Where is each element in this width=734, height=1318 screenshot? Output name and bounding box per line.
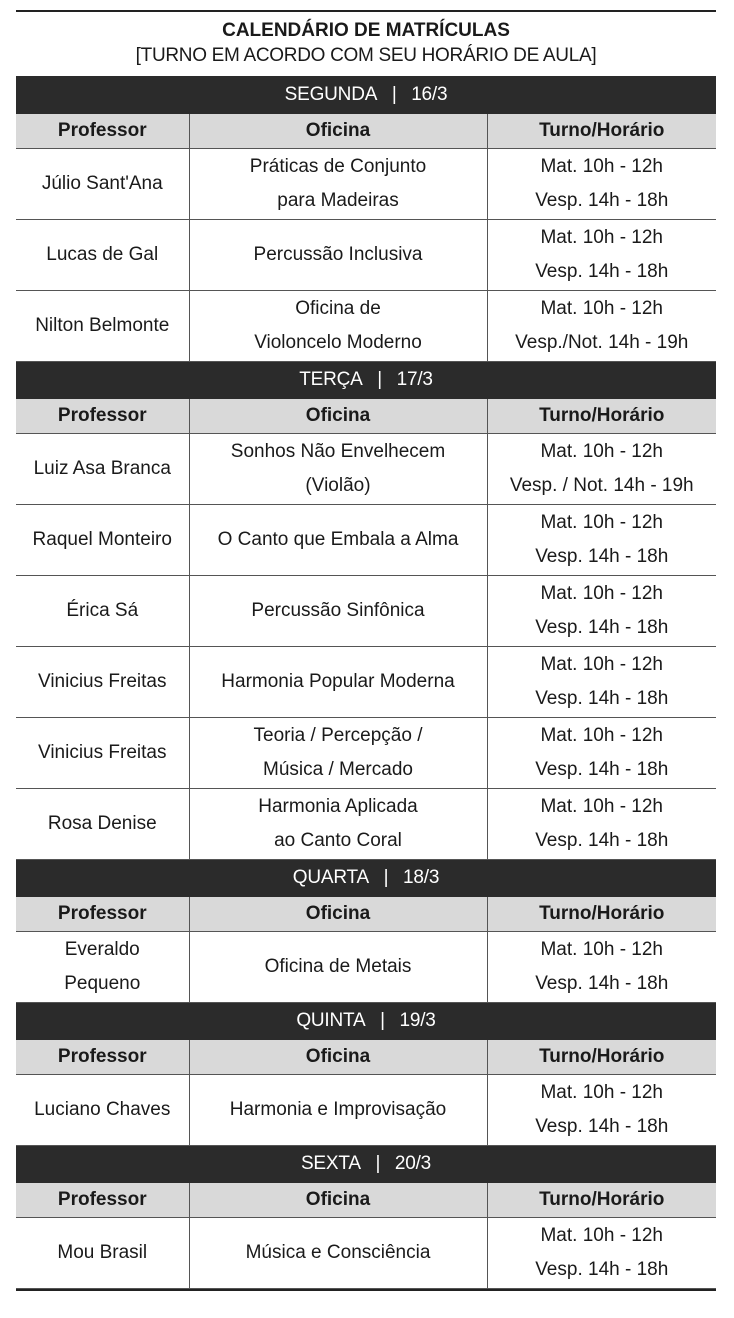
oficina-text: Oficina de Metais (264, 956, 412, 977)
day-header-row (16, 362, 716, 399)
cell-professor (16, 220, 189, 291)
day-header (16, 1146, 716, 1183)
cell-turno (487, 505, 716, 576)
cell-oficina (189, 505, 487, 576)
cell-oficina (189, 789, 487, 860)
cell-turno (487, 576, 716, 647)
column-header-turno: Turno/Horário (487, 399, 716, 434)
day-header-row (16, 1146, 716, 1183)
day-header-row (16, 860, 716, 897)
day-header (16, 860, 716, 897)
oficina-text: Sonhos Não Envelhecem (230, 441, 446, 462)
turno-text: Vesp. 14h - 18h (535, 546, 669, 567)
cell-professor (16, 1075, 189, 1146)
turno-text: Vesp. 14h - 18h (535, 830, 669, 851)
column-header-row (16, 399, 716, 434)
page-subtitle: [TURNO EM ACORDO COM SEU HORÁRIO DE AULA] (135, 45, 597, 66)
oficina-text: Violoncelo Moderno (254, 332, 422, 353)
day-separator: | (375, 1153, 381, 1174)
day-name: QUINTA (296, 1010, 366, 1031)
cell-professor (16, 149, 189, 220)
day-date: 18/3 (403, 867, 440, 888)
oficina-text: Práticas de Conjunto (249, 156, 427, 177)
cell-oficina (189, 1075, 487, 1146)
table-row (16, 505, 716, 576)
column-header-row (16, 1040, 716, 1075)
turno-text: Mat. 10h - 12h (540, 654, 664, 675)
day-header-row (16, 77, 716, 114)
cell-turno (487, 789, 716, 860)
professor-text: Vinicius Freitas (38, 671, 167, 692)
day-separator: | (377, 369, 382, 390)
day-header (16, 77, 716, 114)
table-row (16, 576, 716, 647)
day-name: QUARTA (292, 867, 370, 888)
oficina-text: (Violão) (305, 475, 371, 496)
turno-text: Mat. 10h - 12h (540, 227, 664, 248)
professor-text: Mou Brasil (57, 1242, 148, 1263)
day-date: 19/3 (399, 1010, 436, 1031)
professor-text: Lucas de Gal (46, 244, 159, 265)
column-header-oficina: Oficina (189, 1183, 487, 1218)
table-row (16, 1218, 716, 1289)
column-header-turno: Turno/Horário (487, 1040, 716, 1075)
turno-text: Mat. 10h - 12h (540, 796, 664, 817)
column-header-professor: Professor (16, 399, 189, 434)
day-date: 20/3 (394, 1153, 432, 1174)
cell-turno (487, 291, 716, 362)
day-header (16, 1003, 716, 1040)
cell-professor (16, 789, 189, 860)
column-header-oficina: Oficina (189, 399, 487, 434)
oficina-text: ao Canto Coral (274, 830, 402, 851)
turno-text: Mat. 10h - 12h (540, 939, 664, 960)
column-header-professor: Professor (16, 114, 189, 149)
turno-text: Vesp./Not. 14h - 19h (515, 332, 689, 353)
column-header-row (16, 114, 716, 149)
turno-text: Mat. 10h - 12h (540, 1082, 664, 1103)
cell-professor (16, 718, 189, 789)
professor-text: Luciano Chaves (34, 1099, 171, 1120)
turno-text: Mat. 10h - 12h (540, 583, 664, 604)
day-separator: | (383, 867, 389, 888)
column-header-oficina: Oficina (189, 1040, 487, 1075)
cell-professor (16, 576, 189, 647)
day-separator: | (391, 84, 397, 105)
turno-text: Vesp. / Not. 14h - 19h (509, 475, 694, 496)
cell-turno (487, 932, 716, 1003)
table-row (16, 1075, 716, 1146)
cell-turno (487, 149, 716, 220)
cell-professor (16, 291, 189, 362)
cell-oficina (189, 932, 487, 1003)
professor-text: Érica Sá (66, 600, 139, 621)
table-row (16, 647, 716, 718)
turno-text: Mat. 10h - 12h (540, 512, 664, 533)
professor-text: Vinicius Freitas (38, 742, 167, 763)
oficina-text: O Canto que Embala a Alma (217, 529, 459, 550)
day-name: SEGUNDA (284, 84, 378, 105)
professor-text: Pequeno (64, 973, 141, 994)
table-row (16, 434, 716, 505)
oficina-text: Harmonia Aplicada (258, 796, 418, 817)
cell-oficina (189, 291, 487, 362)
oficina-text: Teoria / Percepção / (253, 725, 423, 746)
column-header-professor: Professor (16, 1183, 189, 1218)
oficina-text: Música e Consciência (245, 1242, 431, 1263)
professor-text: Rosa Denise (47, 813, 157, 834)
turno-text: Mat. 10h - 12h (540, 1225, 664, 1246)
cell-turno (487, 220, 716, 291)
oficina-text: Harmonia e Improvisação (229, 1099, 447, 1120)
oficina-text: Percussão Inclusiva (253, 244, 423, 265)
turno-text: Vesp. 14h - 18h (535, 973, 669, 994)
column-header-oficina: Oficina (189, 114, 487, 149)
cell-turno (487, 1218, 716, 1289)
cell-professor (16, 932, 189, 1003)
turno-text: Vesp. 14h - 18h (535, 688, 669, 709)
turno-text: Vesp. 14h - 18h (535, 1259, 669, 1280)
schedule-table (16, 76, 716, 1289)
cell-turno (487, 434, 716, 505)
table-row (16, 220, 716, 291)
cell-oficina (189, 647, 487, 718)
cell-professor (16, 505, 189, 576)
column-header-row (16, 1183, 716, 1218)
cell-professor (16, 434, 189, 505)
cell-oficina (189, 576, 487, 647)
day-name: TERÇA (299, 369, 363, 390)
column-header-oficina: Oficina (189, 897, 487, 932)
table-row (16, 932, 716, 1003)
turno-text: Vesp. 14h - 18h (535, 261, 669, 282)
cell-turno (487, 718, 716, 789)
turno-text: Mat. 10h - 12h (540, 725, 664, 746)
day-header (16, 362, 716, 399)
professor-text: Luiz Asa Branca (33, 458, 171, 479)
oficina-text: Percussão Sinfônica (251, 600, 425, 621)
table-row (16, 149, 716, 220)
professor-text: Raquel Monteiro (32, 529, 172, 550)
oficina-text: Oficina de (295, 298, 381, 319)
oficina-text: Música / Mercado (263, 759, 413, 780)
turno-text: Vesp. 14h - 18h (535, 617, 669, 638)
cell-turno (487, 647, 716, 718)
bottom-rule (16, 1289, 716, 1291)
day-header-row (16, 1003, 716, 1040)
column-header-turno: Turno/Horário (487, 1183, 716, 1218)
table-row (16, 291, 716, 362)
cell-oficina (189, 718, 487, 789)
page-title: CALENDÁRIO DE MATRÍCULAS (222, 20, 510, 41)
column-header-turno: Turno/Horário (487, 114, 716, 149)
professor-text: Júlio Sant'Ana (41, 173, 163, 194)
cell-professor (16, 1218, 189, 1289)
cell-professor (16, 647, 189, 718)
cell-oficina (189, 434, 487, 505)
turno-text: Vesp. 14h - 18h (535, 1116, 669, 1137)
professor-text: Everaldo (64, 939, 140, 960)
column-header-turno: Turno/Horário (487, 897, 716, 932)
table-row (16, 789, 716, 860)
day-date: 17/3 (396, 369, 433, 390)
turno-text: Vesp. 14h - 18h (535, 759, 669, 780)
cell-oficina (189, 1218, 487, 1289)
cell-turno (487, 1075, 716, 1146)
column-header-row (16, 897, 716, 932)
turno-text: Mat. 10h - 12h (540, 441, 664, 462)
column-header-professor: Professor (16, 1040, 189, 1075)
table-row (16, 718, 716, 789)
day-date: 16/3 (411, 84, 448, 105)
turno-text: Mat. 10h - 12h (540, 156, 664, 177)
turno-text: Vesp. 14h - 18h (535, 190, 669, 211)
enrollment-calendar (16, 10, 716, 1291)
turno-text: Mat. 10h - 12h (540, 298, 664, 319)
day-separator: | (380, 1010, 385, 1031)
column-header-professor: Professor (16, 897, 189, 932)
day-name: SEXTA (300, 1153, 361, 1174)
oficina-text: para Madeiras (277, 190, 399, 211)
cell-oficina (189, 149, 487, 220)
cell-oficina (189, 220, 487, 291)
oficina-text: Harmonia Popular Moderna (221, 671, 455, 692)
professor-text: Nilton Belmonte (35, 315, 170, 336)
